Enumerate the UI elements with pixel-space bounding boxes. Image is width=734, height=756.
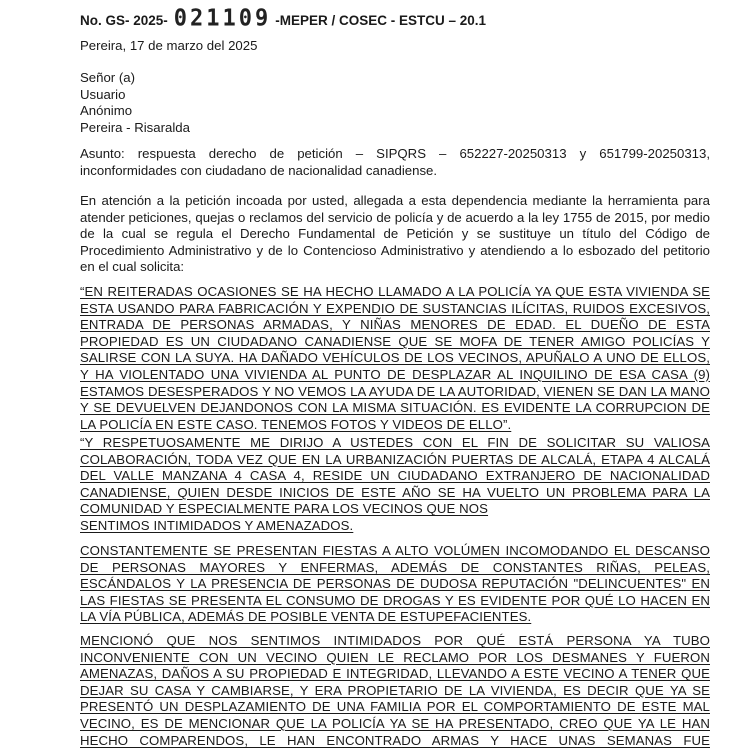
quote-line: ESCÁNDALOS Y LA PRESENCIA DE PERSONAS DE DUDOSA REPUTACIÓN "DELINCUENTES" EN [80, 576, 710, 592]
quote-line: Y HA VIOLENTADO UNA VIVIENDA AL PUNTO DE DESPLAZAR AL INQUILINO DE ESA CASA (9) [80, 366, 710, 382]
quote-line: Y SE DEVUELVEN DEJANDONOS CON LA MISMA SITUACIÓN. ES EVIDENTE LA CORRUPCION DE [80, 400, 710, 416]
quote-line: CANADIENSE, QUIEN DESDE INICIOS DE ESTE AÑO SE HA VUELTO UN PROBLEMA PARA LA [80, 484, 710, 500]
quote-line: ESTAMOS DESESPERADOS Y NO VEMOS LA AYUDA DE LA AUTORIDAD, VIENEN SE DAN LA MANO [80, 383, 710, 399]
quote-line: AMENAZAS, DAÑOS A SU PROPIEDAD E INTEGRIDAD, LLEVANDO A ESTE VECINO A TENER QUE [80, 666, 710, 682]
recipient-block [80, 70, 710, 136]
quote-line: INCONVENIENTE CON UN VECINO QUIEN LE RECLAMO POR LOS DESMANES Y FUERON [80, 649, 710, 665]
recipient-line: Señor (a) [80, 70, 135, 85]
date-line [80, 38, 710, 55]
intro-line: atender peticiones, quejas o reclamos del servicio de policía y de acuerdo a la ley 1755 de 2015, por medio [80, 209, 710, 225]
quoted-petition-paragraph-1 [80, 284, 710, 433]
quote-line: COMUNIDAD Y ESPECIALMENTE PARA LOS VECINOS QUE NOS [80, 501, 489, 517]
quoted-petition-paragraph-2 [80, 435, 710, 535]
date-text: Pereira, 17 de marzo del 2025 [80, 38, 258, 53]
intro-line: de la cual se regula el Derecho Fundamental de Petición y se sustituye un título del Código de [80, 226, 710, 242]
intro-paragraph [80, 193, 710, 276]
quote-line: “Y RESPETUOSAMENTE ME DIRIJO A USTEDES CON EL FIN DE SOLICITAR SU VALIOSA [80, 435, 710, 450]
subject-line: inconformidades con ciudadano de nacionalidad canadiense. [80, 162, 438, 178]
recipient-line: Pereira - Risaralda [80, 119, 190, 135]
quote-line: LA VÍA PÚBLICA, ADEMÁS DE POSIBLE VENTA DE ESTUPEFACIENTES. [80, 609, 532, 625]
quote-line: SENTIMOS INTIMIDADOS Y AMENAZADOS. [80, 517, 354, 533]
subject-block [80, 146, 710, 179]
quote-line: LA POLICÍA EN ESTE CASO. TENEMOS FOTOS Y VIDEOS DE ELLO”. [80, 416, 512, 432]
quote-line: PRESENTÓ UN DESPLAZAMIENTO DE UNA FAMILIA POR EL COMPORTAMIENTO DE ESTE MAL [80, 699, 710, 715]
quote-line: CONSTANTEMENTE SE PRESENTAN FIESTAS A ALTO VOLÚMEN INCOMODANDO EL DESCANSO [80, 543, 710, 558]
reference-prefix: No. GS- 2025- [80, 13, 168, 28]
quote-line: COLABORACIÓN, TODA VEZ QUE EN LA URBANIZACIÓN PUERTAS DE ALCALÁ, ETAPA 4 ALCALÁ [80, 451, 710, 467]
quote-line: DEJAR SU CASA Y CAMBIARSE, Y ERA PROPIETARIO DE LA VIVIENDA, ES DECIR QUE YA SE [80, 682, 710, 698]
subject-line: Asunto: respuesta derecho de petición – SIPQRS – 652227-20250313 y 651799-20250313, [80, 146, 710, 161]
quote-line: LAS FIESTAS SE PRESENTA EL CONSUMO DE DROGAS Y ES EVIDENTE POR QUÉ LO HACEN EN [80, 592, 710, 608]
intro-line: En atención a la petición incoada por usted, allegada a esta dependencia mediante la herramienta para [80, 193, 710, 208]
reference-suffix: -MEPER / COSEC - ESTCU – 20.1 [275, 13, 487, 28]
quote-line: PROPIEDAD ES UN CIUDADANO CANADIENSE QUE SE MOFA DE TENER AMIGO POLICÍAS Y [80, 333, 710, 349]
quoted-petition-paragraph-3 [80, 543, 710, 626]
quote-line: VECINO, ES DE MENCIONAR QUE LA POLICÍA YA SE HA PRESENTADO, CREO QUE YA LE HAN [80, 715, 710, 731]
quote-line: ESTA USANDO PARA FABRICACIÓN Y EXPENDIO DE SUSTANCIAS ILÍCITAS, RUIDOS EXCESIVOS, [80, 300, 710, 316]
intro-line: en el cual solicita: [80, 259, 185, 275]
quoted-petition-paragraph-4 [80, 633, 710, 749]
intro-line: Procedimiento Administrativo y de lo Contencioso Administrativo y atendiendo a lo esbozado del petitorio [80, 242, 710, 258]
quote-line: HECHO COMPARENDOS, LE HAN ENCONTRADO ARMAS Y HACE UNAS SEMANAS FUE [80, 732, 710, 748]
recipient-line: Anónimo [80, 103, 133, 119]
recipient-line: Usuario [80, 86, 126, 102]
quote-line: SALIRSE CON LA SUYA. HA DAÑADO VEHÍCULOS DE LOS VECINOS, APUÑALO A UNO DE ELLOS, [80, 350, 710, 366]
quote-line: ENTRADA DE PERSONAS ARMADAS, Y NIÑAS MENORES DE EDAD. EL DUEÑO DE ESTA [80, 317, 710, 333]
stamped-reference-number: 021109 [173, 5, 272, 32]
quote-line: “EN REITERADAS OCASIONES SE HA HECHO LLAMADO A LA POLICÍA YA QUE ESTA VIVIENDA SE [80, 284, 710, 299]
quote-line: DE PERSONAS MAYORES Y ENFERMAS, ADEMÁS DE CONSTANTES RIÑAS, PELEAS, [80, 559, 710, 575]
quote-line: MENCIONÓ QUE NOS SENTIMOS INTIMIDADOS POR QUÉ ESTÁ PERSONA YA TUBO [80, 633, 710, 648]
quote-line: DEL VALLE MANZANA 4 CASA 4, RESIDE UN CIUDADANO EXTRANJERO DE NACIONALIDAD [80, 468, 710, 484]
document-reference-header [80, 5, 487, 32]
